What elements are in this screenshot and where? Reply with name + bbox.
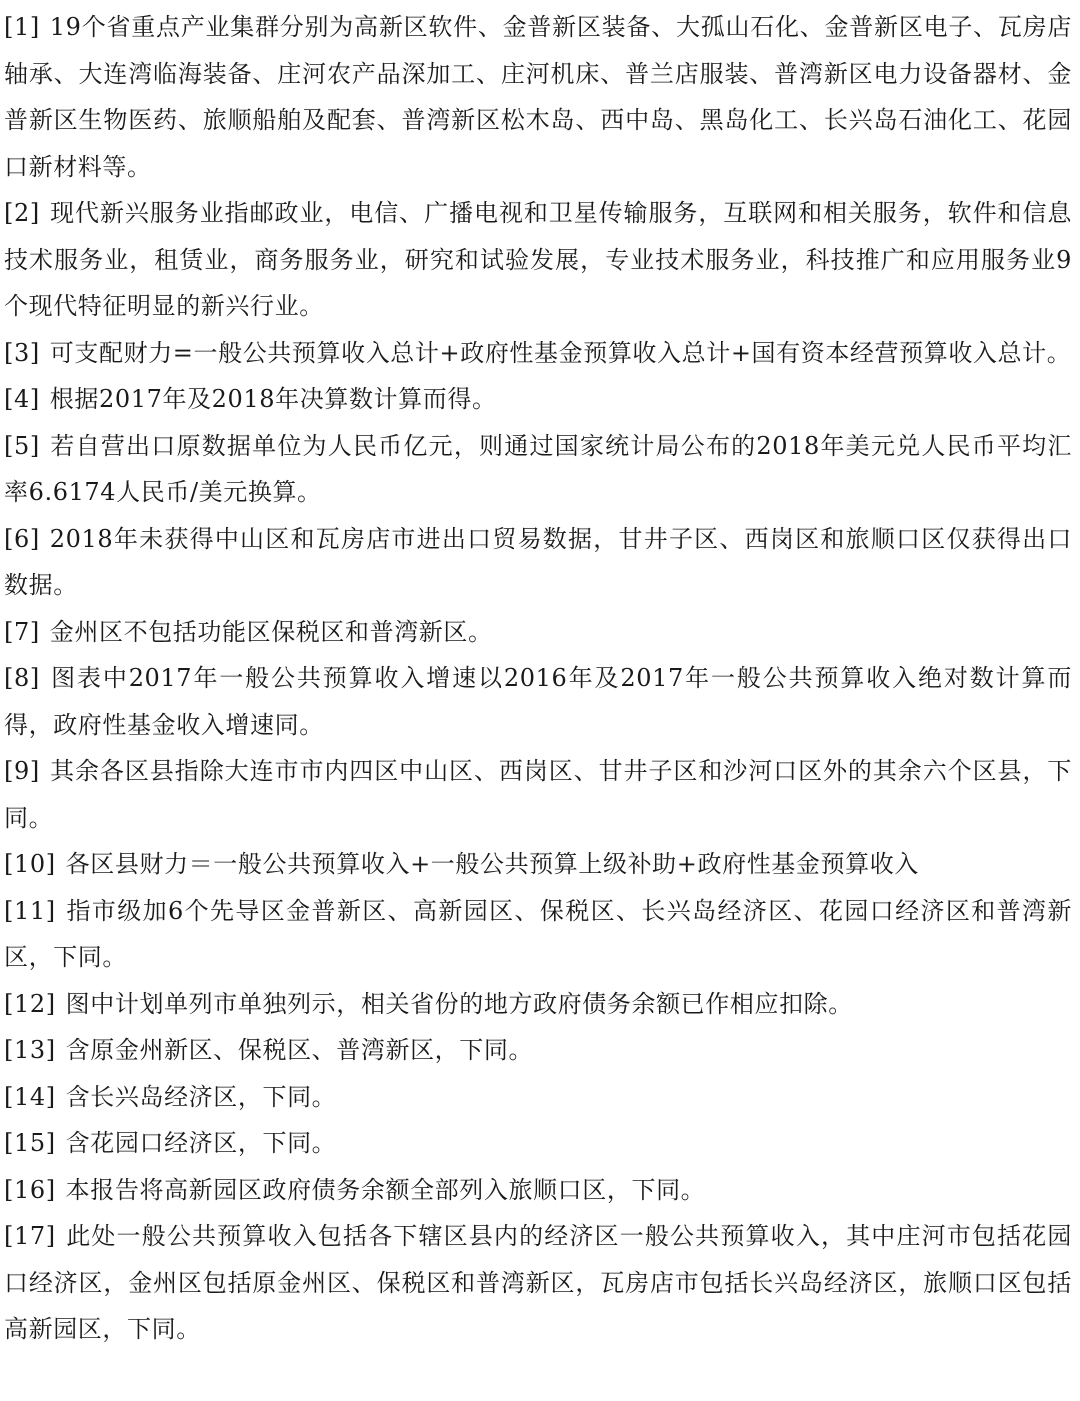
footnote-11 <box>4 888 1072 981</box>
footnote-number: [3] <box>4 338 40 367</box>
footnote-number: [16] <box>4 1175 56 1204</box>
footnote-text: 各区县财力＝一般公共预算收入+一般公共预算上级补助+政府性基金预算收入 <box>65 850 919 878</box>
footnote-number: [7] <box>4 617 40 646</box>
footnote-text: 2018年未获得中山区和瓦房店市进出口贸易数据，甘井子区、西岗区和旅顺口区仅获得出口数据。 <box>4 524 1072 599</box>
footnote-4 <box>4 376 1072 423</box>
footnote-text: 图中计划单列市单独列示，相关省份的地方政府债务余额已作相应扣除。 <box>65 989 853 1018</box>
footnote-5 <box>4 423 1072 516</box>
footnote-14 <box>4 1074 1072 1121</box>
footnote-text: 图表中2017年一般公共预算收入增速以2016年及2017年一般公共预算收入绝对数计算而得，政府性基金收入增速同。 <box>4 664 1072 739</box>
footnote-number: [6] <box>4 524 40 553</box>
footnote-6 <box>4 516 1072 609</box>
footnote-text: 可支配财力=一般公共预算收入总计+政府性基金预算收入总计+国有资本经营预算收入总计。 <box>49 338 1072 367</box>
footnote-13 <box>4 1027 1072 1074</box>
footnote-number: [17] <box>4 1222 56 1250</box>
footnote-text: 本报告将高新园区政府债务余额全部列入旅顺口区，下同。 <box>65 1175 706 1204</box>
footnote-text: 指市级加6个先导区金普新区、高新园区、保税区、长兴岛经济区、花园口经济区和普湾新区，下同。 <box>4 896 1072 971</box>
footnote-text: 其余各区县指除大连市市内四区中山区、西岗区、甘井子区和沙河口区外的其余六个区县，下同。 <box>4 757 1072 832</box>
footnote-number: [5] <box>4 431 40 460</box>
footnote-16 <box>4 1167 1072 1214</box>
footnote-text: 含长兴岛经济区，下同。 <box>65 1082 337 1111</box>
footnote-17 <box>4 1213 1072 1353</box>
footnote-number: [2] <box>4 199 40 227</box>
footnote-text: 现代新兴服务业指邮政业，电信、广播电视和卫星传输服务，互联网和相关服务，软件和信息技术服务业，租赁业，商务服务业，研究和试验发展，专业技术服务业，科技推广和应用服务业9个现代特征明显的新兴行业。 <box>4 199 1072 320</box>
footnote-7 <box>4 609 1072 656</box>
footnote-text: 金州区不包括功能区保税区和普湾新区。 <box>49 617 493 646</box>
footnote-text: 含原金州新区、保税区、普湾新区，下同。 <box>65 1036 534 1064</box>
footnote-15 <box>4 1120 1072 1167</box>
footnote-number: [9] <box>4 757 40 785</box>
footnote-number: [12] <box>4 989 56 1018</box>
footnote-3 <box>4 330 1072 377</box>
footnote-number: [8] <box>4 664 40 692</box>
footnote-text: 若自营出口原数据单位为人民币亿元，则通过国家统计局公布的2018年美元兑人民币平均汇率6.6174人民币/美元换算。 <box>4 431 1072 506</box>
footnote-8 <box>4 655 1072 748</box>
footnote-text: 根据2017年及2018年决算数计算而得。 <box>49 385 497 413</box>
footnote-number: [14] <box>4 1082 56 1111</box>
footnote-text: 含花园口经济区，下同。 <box>65 1129 337 1157</box>
footnote-10 <box>4 841 1072 888</box>
footnote-12 <box>4 981 1072 1028</box>
footnote-number: [15] <box>4 1129 56 1157</box>
footnote-number: [13] <box>4 1036 56 1064</box>
footnote-1 <box>4 4 1072 190</box>
footnote-2 <box>4 190 1072 330</box>
footnote-text: 19个省重点产业集群分别为高新区软件、金普新区装备、大孤山石化、金普新区电子、瓦房店轴承、大连湾临海装备、庄河农产品深加工、庄河机床、普兰店服装、普湾新区电力设备器材、金普新区生物医药、旅顺船舶及配套、普湾新区松木岛、西中岛、黑岛化工、长兴岛石油化工、花园口新材料等。 <box>4 13 1072 181</box>
footnote-number: [11] <box>4 896 56 925</box>
footnote-9 <box>4 748 1072 841</box>
footnote-number: [10] <box>4 850 56 878</box>
footnote-number: [1] <box>4 13 40 41</box>
footnote-number: [4] <box>4 385 40 413</box>
footnote-text: 此处一般公共预算收入包括各下辖区县内的经济区一般公共预算收入，其中庄河市包括花园口经济区，金州区包括原金州区、保税区和普湾新区，瓦房店市包括长兴岛经济区，旅顺口区包括高新园区，下同。 <box>4 1222 1072 1343</box>
